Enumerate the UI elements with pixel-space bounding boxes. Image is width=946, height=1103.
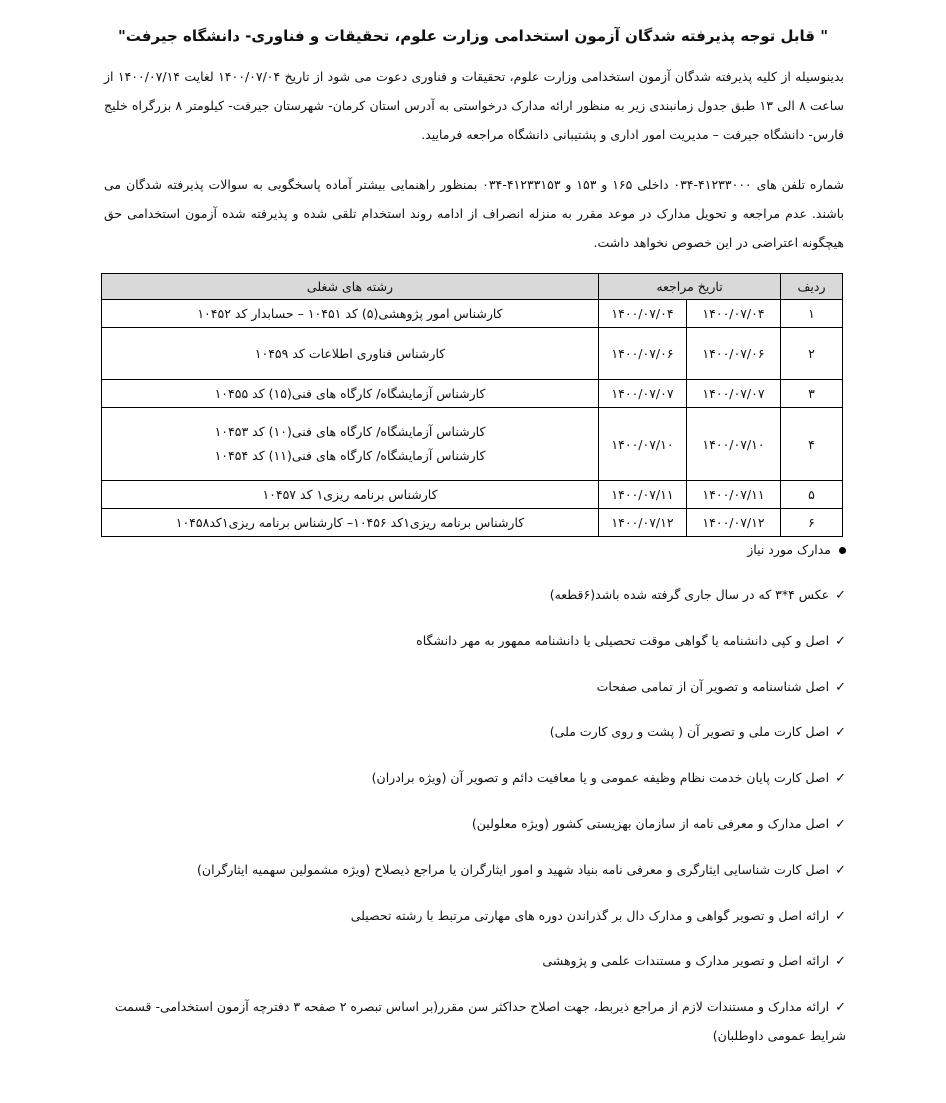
intro-paragraph: بدینوسیله از کلیه پذیرفته شدگان آزمون استخدامی وزارت علوم، تحقیقات و فناوری دعوت می شود از تاریخ ۱۴۰۰/۰۷/۰۴ لغایت ۱۴۰۰/۰۷/۱۴ از ساعت ۸ الی ۱۳ طبق جدول زمانبندی زیر به منظور ارائه مدارک درخواستی به آدرس استان کرمان- شهرستان جیرفت- کیلومتر ۸ بزرگراه خلیج فارس- دانشگاه جیرفت – مدیریت امور اداری و پشتیبانی دانشگاه مراجعه فرمایید. <box>104 69 845 142</box>
visit-date-start: ۱۴۰۰/۰۷/۱۱ <box>687 481 781 509</box>
table-row <box>102 300 843 328</box>
requirement-text: اصل کارت ملی و تصویر آن ( پشت و روی کارت ملی) <box>549 724 830 739</box>
schedule-table <box>101 273 843 537</box>
header-visit-date: تاریخ مراجعه <box>599 274 781 300</box>
job-field: کارشناس برنامه ریزی۱کد ۱۰۴۵۶– کارشناس برنامه ریزی۱کد۱۰۴۵۸ <box>175 514 525 530</box>
row-number: ۵ <box>781 481 843 509</box>
requirement-item <box>100 856 846 885</box>
requirements-header <box>747 540 846 560</box>
table-row <box>102 408 843 481</box>
visit-date-start: ۱۴۰۰/۰۷/۰۶ <box>687 328 781 380</box>
check-mark-icon: ✓ <box>835 771 846 786</box>
requirement-item <box>100 581 846 610</box>
requirement-text: اصل و کپی دانشنامه یا گواهی موقت تحصیلی یا دانشنامه ممهور به مهر دانشگاه <box>416 633 830 648</box>
job-fields-cell <box>102 328 599 380</box>
bullet-dot-icon <box>839 547 846 554</box>
requirement-item <box>100 947 846 976</box>
contact-paragraph: شماره تلفن های ۴۱۲۳۳۰۰۰-۰۳۴ داخلی ۱۶۵ و ۱۵۳ و ۴۱۲۳۳۱۵۳-۰۳۴ بمنظور راهنمایی بیشتر آماده پاسخگویی به سوالات پذیرفته شدگان می باشند. عدم مراجعه و تحویل مدارک در موعد مقرر به منزله انصراف از ادامه روند استخدام تلقی شده و پذیرفته شده آزمون استخدامی حق هیچگونه اعتراضی در این خصوص نخواهد داشت. <box>104 177 845 250</box>
row-number: ۳ <box>781 380 843 408</box>
check-mark-icon: ✓ <box>835 725 846 740</box>
visit-date-start: ۱۴۰۰/۰۷/۱۲ <box>687 509 781 537</box>
header-row-number: ردیف <box>781 274 843 300</box>
job-fields-cell <box>102 509 599 537</box>
check-mark-icon: ✓ <box>835 1000 846 1015</box>
row-number: ۴ <box>781 408 843 481</box>
check-mark-icon: ✓ <box>835 909 846 924</box>
job-field: کارشناس فناوری اطلاعات کد ۱۰۴۵۹ <box>254 345 446 361</box>
requirement-item <box>100 627 846 656</box>
requirement-item <box>100 902 846 931</box>
check-mark-icon: ✓ <box>835 680 846 695</box>
requirement-text: اصل کارت شناسایی ایثارگری و معرفی نامه بنیاد شهید و امور ایثارگران یا مراجع ذیصلاح (ویژه مشمولین سهمیه ایثارگران) <box>197 862 830 877</box>
requirement-text: ارائه اصل و تصویر مدارک و مستندات علمی و پژوهشی <box>542 953 830 968</box>
page-title: " قابل توجه پذیرفته شدگان آزمون استخدامی وزارت علوم، تحقیقات و فناوری- دانشگاه جیرفت" <box>117 27 829 45</box>
requirement-text: اصل شناسنامه و تصویر آن از تمامی صفحات <box>596 679 830 694</box>
visit-date-end: ۱۴۰۰/۰۷/۰۷ <box>599 380 687 408</box>
visit-date-start: ۱۴۰۰/۰۷/۱۰ <box>687 408 781 481</box>
table-body <box>102 300 843 537</box>
requirement-item <box>100 764 846 793</box>
visit-date-end: ۱۴۰۰/۰۷/۱۲ <box>599 509 687 537</box>
visit-date-start: ۱۴۰۰/۰۷/۰۷ <box>687 380 781 408</box>
job-fields-cell <box>102 300 599 328</box>
requirement-text: اصل مدارک و معرفی نامه از سازمان بهزیستی کشور (ویژه معلولین) <box>471 816 830 831</box>
job-field: کارشناس امور پژوهشی(۵) کد ۱۰۴۵۱ – حسابدار کد ۱۰۴۵۲ <box>197 305 503 321</box>
job-field: کارشناس آزمایشگاه/ کارگاه های فنی(۱۵) کد ۱۰۴۵۵ <box>214 385 486 401</box>
check-mark-icon: ✓ <box>835 954 846 969</box>
visit-date-start: ۱۴۰۰/۰۷/۰۴ <box>687 300 781 328</box>
job-field: کارشناس آزمایشگاه/ کارگاه های فنی(۱۰) کد ۱۰۴۵۳ <box>214 424 486 439</box>
check-mark-icon: ✓ <box>835 588 846 603</box>
requirement-item <box>100 993 846 1050</box>
job-fields-cell <box>102 408 599 481</box>
job-fields-cell <box>102 380 599 408</box>
table-row <box>102 481 843 509</box>
requirement-item <box>100 810 846 839</box>
visit-date-end: ۱۴۰۰/۰۷/۱۰ <box>599 408 687 481</box>
job-field: کارشناس آزمایشگاه/ کارگاه های فنی(۱۱) کد ۱۰۴۵۴ <box>214 448 486 463</box>
visit-date-end: ۱۴۰۰/۰۷/۰۶ <box>599 328 687 380</box>
visit-date-end: ۱۴۰۰/۰۷/۰۴ <box>599 300 687 328</box>
requirement-text: عکس ۴*۳ که در سال جاری گرفته شده باشد(۶قطعه) <box>549 587 830 602</box>
header-job-fields: رشته های شغلی <box>102 274 599 300</box>
row-number: ۲ <box>781 328 843 380</box>
requirements-title: مدارک مورد نیاز <box>747 542 831 557</box>
visit-date-end: ۱۴۰۰/۰۷/۱۱ <box>599 481 687 509</box>
requirement-text: ارائه مدارک و مستندات لازم از مراجع ذیربط، جهت اصلاح حداکثر سن مقرر(بر اساس تبصره ۲ صفحه ۳ دفترچه آزمون استخدامی- قسمت شرایط عمومی داوطلبان) <box>114 999 846 1043</box>
table-row <box>102 380 843 408</box>
check-mark-icon: ✓ <box>835 863 846 878</box>
requirement-text: اصل کارت پایان خدمت نظام وظیفه عمومی و یا معافیت دائم و تصویر آن (ویژه برادران) <box>371 770 830 785</box>
table-header-row <box>102 274 843 300</box>
job-fields-cell <box>102 481 599 509</box>
table-row <box>102 328 843 380</box>
requirement-item <box>100 718 846 747</box>
requirement-item <box>100 673 846 702</box>
check-mark-icon: ✓ <box>835 634 846 649</box>
table-row <box>102 509 843 537</box>
row-number: ۱ <box>781 300 843 328</box>
check-mark-icon: ✓ <box>835 817 846 832</box>
job-field: کارشناس برنامه ریزی۱ کد ۱۰۴۵۷ <box>262 486 438 502</box>
requirement-text: ارائه اصل و تصویر گواهی و مدارک دال بر گذراندن دوره های مهارتی مرتبط با رشته تحصیلی <box>350 908 830 923</box>
row-number: ۶ <box>781 509 843 537</box>
